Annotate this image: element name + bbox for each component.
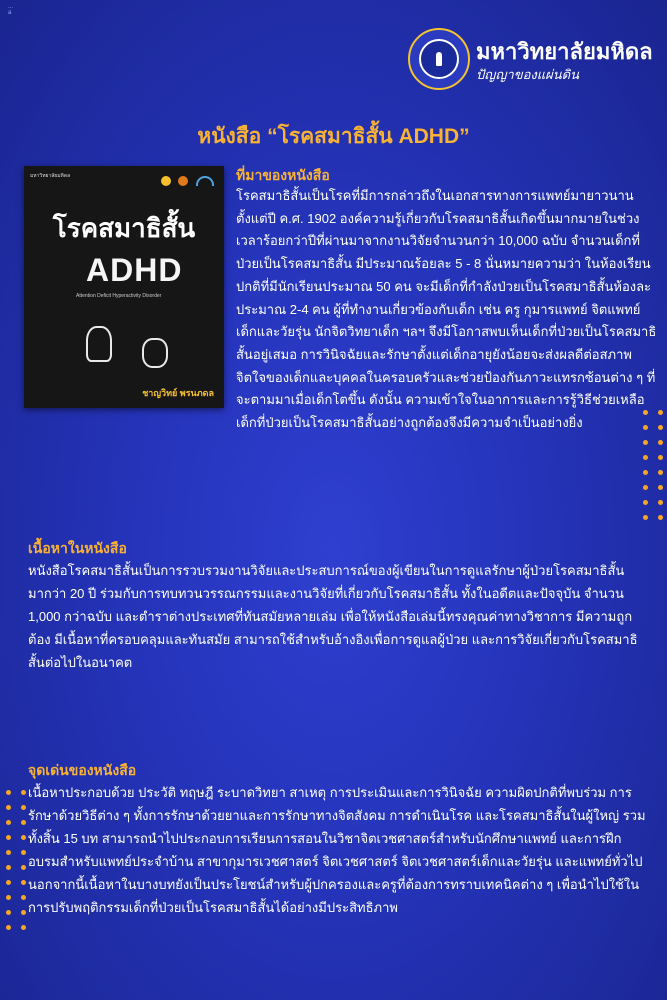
cover-publisher: มหาวิทยาลัยมหิดล <box>30 173 71 179</box>
content-paragraph: หนังสือโรคสมาธิสั้นเป็นการรวบรวมงานวิจัยและประสบการณ์ของผู้เขียนในการดูแลรักษาผู้ป่วยโรคสมาธิสั้นมากว่า 20 ปี ร่วมกับการทบทวนวรรณกรรมและงานวิจัยที่เกี่ยวกับโรคสมาธิสั้น ทั้งในอดีตและปัจจุบัน จำนวน 1,000 กว่าฉบับ และตำราต่างประเทศที่ทันสมัยหลายเล่ม เพื่อให้หนังสือเล่มนี้ทรงคุณค่าทางวิชาการ มีความถูกต้อง มีเนื้อหาที่ครอบคลุมและทันสมัย สามารถใช้สำหรับอ้างอิงเพื่อการดูแลผู้ป่วย และการวิจัยเกี่ยวกับโรคสมาธิสั้นต่อไปในอนาคต <box>28 563 638 670</box>
content-heading: เนื้อหาในหนังสือ <box>28 540 127 556</box>
child-drawing-icon <box>86 326 112 362</box>
cover-badge-icon <box>178 176 188 186</box>
decorative-dots <box>6 790 26 930</box>
cover-author: ชาญวิทย์ พรนภดล <box>142 388 214 398</box>
page-title: หนังสือ “โรคสมาธิสั้น ADHD” <box>197 125 470 148</box>
decorative-dots <box>643 410 663 520</box>
highlights-paragraph: เนื้อหาประกอบด้วย ประวัติ ทฤษฎี ระบาดวิทยา สาเหตุ การประเมินและการวินิจฉัย ความผิดปกติที่พบร่วม การรักษาด้วยวิธีต่าง ๆ ทั้งการรักษาด้วยยาและการรักษาทางจิตสังคม การดำเนินโรค และโรคสมาธิสั้นในผู้ใหญ่ รวมทั้งสิ้น 15 บท สามารถนำไปประกอบการเรียนการสอนในวิชาจิตเวชศาสตร์สำหรับนักศึกษาแพทย์ และการฝึกอบรมสำหรับแพทย์ประจำบ้าน สาขากุมารเวชศาสตร์ จิตเวชศาสตร์ จิตเวชศาสตร์เด็กและวัยรุ่น และแพทย์ทั่วไป นอกจากนี้เนื้อหาในบางบทยังเป็นประโยชน์สำหรับผู้ปกครองและครูที่ต้องการทราบเทคนิคต่าง ๆ เพื่อนำไปใช้ในการปรับพฤติกรรมเด็กที่ป่วยเป็นโรคสมาธิสั้นได้อย่างมีประสิทธิภาพ <box>28 785 646 915</box>
top-corner-text: ... a <box>8 4 14 16</box>
university-seal-logo <box>408 28 470 90</box>
university-motto: ปัญญาของแผ่นดิน <box>476 67 579 82</box>
source-heading: ที่มาของหนังสือ <box>236 167 330 183</box>
source-paragraph: โรคสมาธิสั้นเป็นโรคที่มีการกล่าวถึงในเอกสารทางการแพทย์มายาวนาน ตั้งแต่ปี ค.ศ. 1902 องค์ความรู้เกี่ยวกับโรคสมาธิสั้นเกิดขึ้นมากมายในช่วงเวลาร้อยกว่าปีที่ผ่านมาจากงานวิจัยจำนวนกว่า 10,000 ฉบับ จำนวนเด็กที่ป่วยเป็นโรคสมาธิสั้น มีประมาณร้อยละ 5 - 8 นั่นหมายความว่า ในห้องเรียนปกติที่มีนักเรียนประมาณ 50 คน จะมีเด็กที่กำลังป่วยเป็นโรคสมาธิสั้นห้องละประมาณ 2-4 คน ผู้ที่ทำงานเกี่ยวข้องกับเด็ก เช่น ครู กุมารแพทย์ จิตแพทย์เด็กและวัยรุ่น นักจิตวิทยาเด็ก ฯลฯ จึงมีโอกาสพบเห็นเด็กที่ป่วยเป็นโรคสมาธิสั้นอยู่เสมอ การวินิจฉัยและรักษาตั้งแต่เด็กอายุยังน้อยจะส่งผลดีต่อสภาพจิตใจของเด็กและบุคคลในครอบครัวและช่วยป้องกันภาวะแทรกซ้อนต่าง ๆ ที่จะตามมาเมื่อเด็กโตขึ้น ดังนั้น ความเข้าใจในอาการและการรู้วิธีช่วยเหลือเด็กที่ป่วยเป็นโรคสมาธิสั้นอย่างถูกต้องจึงมีความจำเป็นอย่างยิ่ง <box>236 188 657 431</box>
cover-acronym: ADHD <box>86 252 183 288</box>
cover-subtitle: Attention Deficit Hyperactivity Disorder <box>76 293 162 299</box>
cover-title: โรคสมาธิสั้น <box>52 213 196 243</box>
highlights-heading: จุดเด่นของหนังสือ <box>28 762 137 778</box>
cover-badge-icon <box>161 176 171 186</box>
cover-rainbow-icon <box>196 176 214 186</box>
book-cover-image <box>24 166 224 408</box>
child-drawing-icon <box>142 338 168 368</box>
university-name: มหาวิทยาลัยมหิดล <box>476 39 653 64</box>
